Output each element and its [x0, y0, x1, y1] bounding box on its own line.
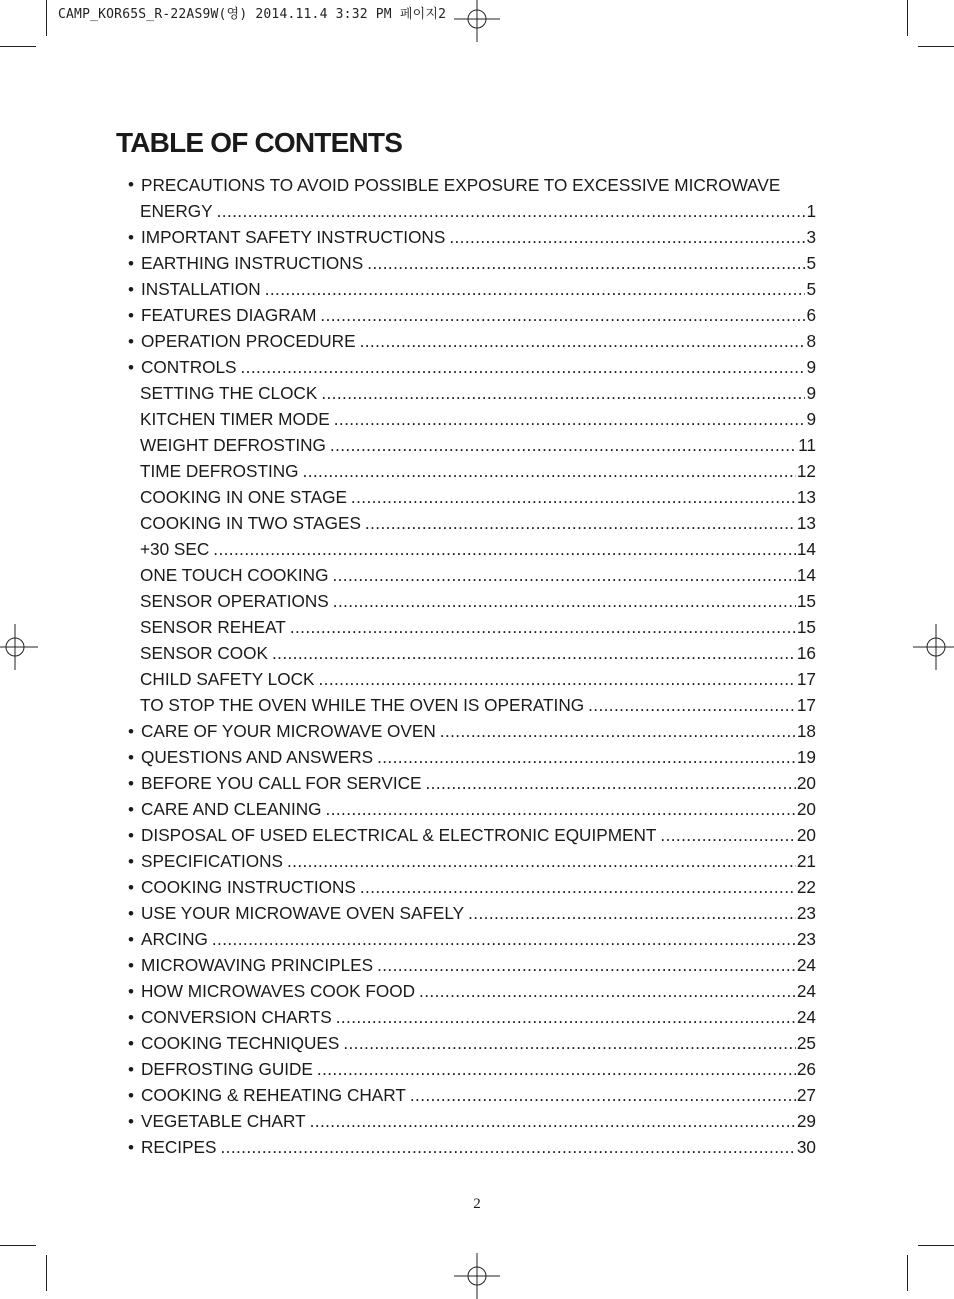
- registration-mark-top-icon: [454, 0, 500, 42]
- toc-entry: [128, 276, 816, 302]
- toc-entry: [128, 224, 816, 250]
- dot-leader: [360, 328, 806, 354]
- page-title: TABLE OF CONTENTS: [116, 127, 403, 158]
- bullet-icon: •: [128, 1112, 134, 1131]
- dot-leader: [287, 848, 796, 874]
- print-slug: CAMP_KOR65S_R-22AS9W(영) 2014.11.4 3:32 PM 페이지2: [58, 7, 447, 22]
- toc-entry: [128, 614, 816, 640]
- toc-entry-label: ARCING: [141, 929, 208, 949]
- toc-entry-page: 20: [796, 799, 816, 819]
- dot-leader: [326, 796, 796, 822]
- toc-entry-label: SETTING THE CLOCK: [140, 383, 318, 403]
- dot-leader: [419, 978, 796, 1004]
- toc-entry-label: IMPORTANT SAFETY INSTRUCTIONS: [141, 227, 446, 247]
- crop-mark-bottom-right-h: [918, 1245, 954, 1246]
- toc-entry-page: 20: [796, 773, 816, 793]
- dot-leader: [332, 562, 795, 588]
- toc-entry-label: SPECIFICATIONS: [141, 851, 283, 871]
- toc-entry-page: 5: [806, 253, 816, 273]
- toc-entry-page: 12: [796, 461, 816, 481]
- toc-entry: [128, 536, 816, 562]
- toc-entry-page: 16: [796, 643, 816, 663]
- toc-entry: [128, 640, 816, 666]
- toc-entry-page: 9: [806, 383, 816, 403]
- toc-entry: [128, 458, 816, 484]
- toc-entry-page: 9: [806, 357, 816, 377]
- toc-entry-label: FEATURES DIAGRAM: [141, 305, 317, 325]
- toc-entry-label: HOW MICROWAVES COOK FOOD: [141, 981, 416, 1001]
- toc-entry: [128, 1108, 816, 1134]
- registration-mark-left-icon: [0, 624, 38, 670]
- dot-leader: [377, 952, 796, 978]
- toc-entry-label: CONTROLS: [141, 357, 237, 377]
- bullet-icon: •: [128, 904, 134, 923]
- toc-entry: [128, 510, 816, 536]
- dot-leader: [290, 614, 796, 640]
- toc-entry-label: TIME DEFROSTING: [140, 461, 299, 481]
- toc-entry-page: 3: [806, 227, 816, 247]
- toc-entry-page: 14: [796, 565, 816, 585]
- toc-entry-page: 21: [796, 851, 816, 871]
- toc-entry-label: CHILD SAFETY LOCK: [140, 669, 315, 689]
- toc-entry: [128, 666, 816, 692]
- dot-leader: [212, 926, 796, 952]
- bullet-icon: •: [128, 280, 134, 299]
- page-number: 2: [473, 1196, 481, 1212]
- bullet-icon: •: [128, 1060, 134, 1079]
- dot-leader: [660, 822, 795, 848]
- toc-entry: [128, 380, 816, 406]
- toc-entry-label: USE YOUR MICROWAVE OVEN SAFELY: [141, 903, 465, 923]
- toc-entry-page: 15: [796, 591, 816, 611]
- toc-entry-page: 20: [796, 825, 816, 845]
- toc-entry-page: 14: [796, 539, 816, 559]
- toc-entry: [128, 822, 816, 848]
- toc-entry-page: 29: [796, 1111, 816, 1131]
- toc-entry-label: TO STOP THE OVEN WHILE THE OVEN IS OPERATING: [140, 695, 585, 715]
- toc-entry: [128, 1004, 816, 1030]
- toc-entry-label: DEFROSTING GUIDE: [141, 1059, 313, 1079]
- toc-entry-page: 11: [798, 435, 816, 455]
- dot-leader: [330, 432, 797, 458]
- bullet-icon: •: [128, 332, 134, 351]
- dot-leader: [343, 1030, 796, 1056]
- dot-leader: [213, 536, 796, 562]
- dot-leader: [468, 900, 796, 926]
- dot-leader: [241, 354, 806, 380]
- bullet-icon: •: [128, 1086, 134, 1105]
- toc-entry-label: RECIPES: [141, 1137, 217, 1157]
- toc-entry-page: 6: [806, 305, 816, 325]
- toc-entry: [128, 1134, 816, 1160]
- toc-entry-page: 30: [796, 1137, 816, 1157]
- toc-entry: [128, 770, 816, 796]
- bullet-icon: •: [128, 358, 134, 377]
- toc-entry-page: 25: [796, 1033, 816, 1053]
- toc-entry: [128, 1056, 816, 1082]
- registration-mark-right-icon: [913, 624, 954, 670]
- toc-entry: [128, 1030, 816, 1056]
- toc-entry-label: CONVERSION CHARTS: [141, 1007, 332, 1027]
- toc-entry: [128, 796, 816, 822]
- bullet-icon: •: [128, 722, 134, 741]
- toc-entry-page: 26: [796, 1059, 816, 1079]
- dot-leader: [367, 250, 805, 276]
- bullet-icon: •: [128, 228, 134, 247]
- toc-entry: [128, 952, 816, 978]
- toc-entry-page: 18: [796, 721, 816, 741]
- bullet-icon: •: [128, 306, 134, 325]
- toc-entry-label: ONE TOUCH COOKING: [140, 565, 329, 585]
- toc-entry-page: 17: [796, 695, 816, 715]
- dot-leader: [265, 276, 806, 302]
- toc-entry-label: QUESTIONS AND ANSWERS: [141, 747, 374, 767]
- dot-leader: [303, 458, 796, 484]
- dot-leader: [336, 1004, 796, 1030]
- toc-entry-label: SENSOR OPERATIONS: [140, 591, 329, 611]
- toc-entry-page: 23: [796, 903, 816, 923]
- toc-entry-page: 15: [796, 617, 816, 637]
- bullet-icon: •: [128, 930, 134, 949]
- toc-entry: [128, 250, 816, 276]
- dot-leader: [317, 1056, 796, 1082]
- dot-leader: [410, 1082, 796, 1108]
- bullet-icon: •: [128, 826, 134, 845]
- toc-entry-label: CARE OF YOUR MICROWAVE OVEN: [141, 721, 436, 741]
- toc-entry-label: COOKING INSTRUCTIONS: [141, 877, 356, 897]
- dot-leader: [360, 874, 796, 900]
- toc-entry: [128, 484, 816, 510]
- toc-entry-label: SENSOR REHEAT: [140, 617, 286, 637]
- toc-entry-page: 22: [796, 877, 816, 897]
- toc-entry-label: DISPOSAL OF USED ELECTRICAL & ELECTRONIC EQUIPMENT: [141, 825, 657, 845]
- toc-entry-page: 17: [796, 669, 816, 689]
- crop-mark-top-left-v: [46, 0, 47, 36]
- toc-entry-page: 24: [796, 981, 816, 1001]
- toc-entry: [128, 328, 816, 354]
- toc-entry: [128, 432, 816, 458]
- toc-entry: [128, 406, 816, 432]
- dot-leader: [365, 510, 796, 536]
- bullet-icon: •: [128, 800, 134, 819]
- toc-entry-label: COOKING TECHNIQUES: [141, 1033, 340, 1053]
- toc-entry-page: 8: [806, 331, 816, 351]
- toc-entry: [128, 172, 816, 224]
- toc-entry: [128, 978, 816, 1004]
- toc-entry: [128, 848, 816, 874]
- toc-entry-label: +30 SEC: [140, 539, 210, 559]
- bullet-icon: •: [128, 852, 134, 871]
- toc-entry-label: VEGETABLE CHART: [141, 1111, 306, 1131]
- toc-entry: [128, 354, 816, 380]
- toc-entry-label: COOKING & REHEATING CHART: [141, 1085, 406, 1105]
- toc-entry-page: 13: [796, 487, 816, 507]
- toc-entry-label: BEFORE YOU CALL FOR SERVICE: [141, 773, 422, 793]
- bullet-icon: •: [128, 878, 134, 897]
- toc-entry: [128, 744, 816, 770]
- toc-entry-page: 19: [796, 747, 816, 767]
- bullet-icon: •: [128, 748, 134, 767]
- registration-mark-bottom-icon: [454, 1253, 500, 1299]
- toc-entry-page: 5: [806, 279, 816, 299]
- dot-leader: [333, 588, 796, 614]
- dot-leader: [321, 380, 805, 406]
- toc-entry-page: 27: [796, 1085, 816, 1105]
- dot-leader: [310, 1108, 796, 1134]
- dot-leader: [334, 406, 806, 432]
- toc-entry: [128, 588, 816, 614]
- crop-mark-bottom-left-v: [46, 1255, 47, 1291]
- crop-mark-top-left-h: [0, 46, 36, 47]
- toc-entry-label: COOKING IN ONE STAGE: [140, 487, 347, 507]
- dot-leader: [220, 1134, 795, 1160]
- toc-entry: [128, 1082, 816, 1108]
- toc-entry: [128, 900, 816, 926]
- dot-leader: [377, 744, 796, 770]
- dot-leader: [440, 718, 796, 744]
- toc-entry-page: 13: [796, 513, 816, 533]
- dot-leader: [217, 198, 806, 224]
- toc-entry-page: 24: [796, 955, 816, 975]
- toc-entry-label: INSTALLATION: [141, 279, 261, 299]
- toc-entry-label: ENERGY: [140, 201, 213, 221]
- bullet-icon: •: [128, 1008, 134, 1027]
- toc-entry-label: EARTHING INSTRUCTIONS: [141, 253, 364, 273]
- bullet-icon: •: [128, 254, 134, 273]
- bullet-icon: •: [128, 175, 134, 194]
- toc-entry-label: OPERATION PROCEDURE: [141, 331, 356, 351]
- crop-mark-bottom-left-h: [0, 1245, 36, 1246]
- dot-leader: [449, 224, 805, 250]
- toc-entry-page: 1: [806, 201, 816, 221]
- toc-entry: [128, 692, 816, 718]
- dot-leader: [320, 302, 805, 328]
- toc-entry-label: WEIGHT DEFROSTING: [140, 435, 326, 455]
- dot-leader: [426, 770, 796, 796]
- crop-mark-top-right-v: [907, 0, 908, 36]
- toc-entry-label: CARE AND CLEANING: [141, 799, 322, 819]
- toc-entry-page: 24: [796, 1007, 816, 1027]
- toc-entry: [128, 718, 816, 744]
- bullet-icon: •: [128, 982, 134, 1001]
- toc-entry: [128, 302, 816, 328]
- toc-entry-page: 9: [806, 409, 816, 429]
- toc-entry: [128, 562, 816, 588]
- toc-entry-label: KITCHEN TIMER MODE: [140, 409, 330, 429]
- toc-entry: [128, 874, 816, 900]
- dot-leader: [272, 640, 796, 666]
- crop-mark-bottom-right-v: [907, 1255, 908, 1291]
- crop-mark-top-right-h: [918, 46, 954, 47]
- toc-entry-label: COOKING IN TWO STAGES: [140, 513, 361, 533]
- dot-leader: [351, 484, 796, 510]
- dot-leader: [588, 692, 796, 718]
- toc-entry: [128, 926, 816, 952]
- bullet-icon: •: [128, 774, 134, 793]
- bullet-icon: •: [128, 1138, 134, 1157]
- toc-entry-label: MICROWAVING PRINCIPLES: [141, 955, 374, 975]
- toc-entry-label-first-line: PRECAUTIONS TO AVOID POSSIBLE EXPOSURE TO EXCESSIVE MICROWAVE: [141, 175, 781, 195]
- toc-entry-page: 23: [796, 929, 816, 949]
- bullet-icon: •: [128, 956, 134, 975]
- bullet-icon: •: [128, 1034, 134, 1053]
- dot-leader: [318, 666, 795, 692]
- toc-entry-label: SENSOR COOK: [140, 643, 268, 663]
- table-of-contents: [128, 172, 816, 1160]
